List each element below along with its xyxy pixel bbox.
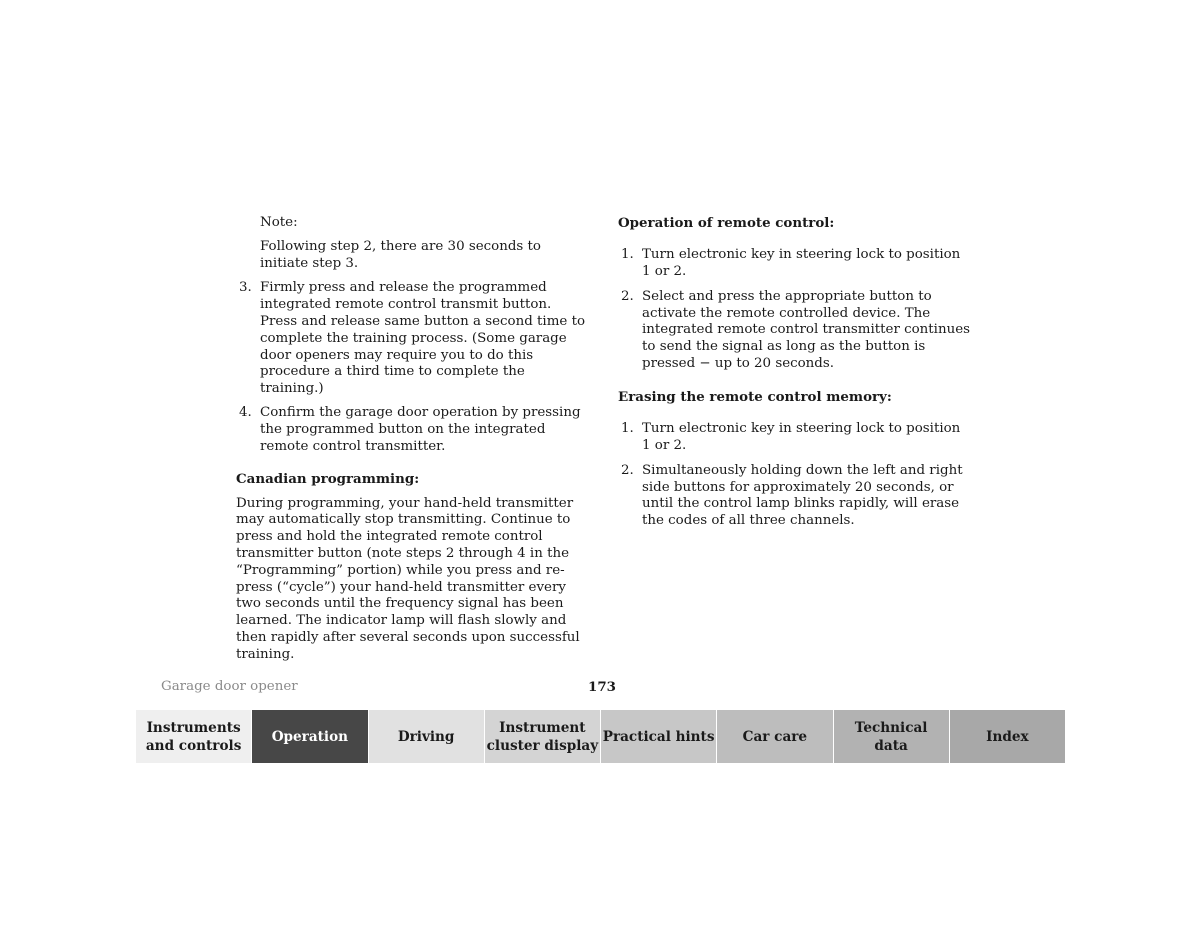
chapter-tab-bar	[136, 710, 1065, 763]
tab-operation[interactable]: Operation	[252, 710, 368, 763]
step-number: 4.	[239, 405, 252, 421]
step-number: 1.	[621, 247, 634, 263]
tab-instrument-cluster-display[interactable]: Instrument cluster display	[485, 710, 601, 763]
list-item	[236, 280, 588, 398]
step-number: 1.	[621, 421, 634, 437]
tab-practical-hints[interactable]: Practical hints	[601, 710, 717, 763]
tab-index[interactable]: Index	[950, 710, 1065, 763]
step-number: 2.	[621, 288, 634, 304]
left-column	[236, 215, 588, 671]
list-item	[618, 463, 970, 530]
step-text: Confirm the garage door operation by pressing the programmed button on the integrated remote control transmitter.	[260, 405, 581, 455]
list-item	[618, 247, 970, 281]
note-text: Following step 2, there are 30 seconds to initiate step 3.	[260, 239, 541, 272]
list-item	[618, 289, 970, 373]
step-text: Simultaneously holding down the left and right side buttons for approximately 20 seconds, or until the control lamp blinks rapidly, will erase the codes of all three channels.	[642, 462, 963, 529]
step-text: Turn electronic key in steering lock to position 1 or 2.	[642, 421, 961, 453]
tab-car-care[interactable]: Car care	[717, 710, 833, 763]
step-number: 3.	[239, 280, 252, 296]
tab-driving[interactable]: Driving	[369, 710, 485, 763]
canadian-programming-heading: Canadian programming:	[236, 471, 420, 488]
erasing-heading: Erasing the remote control memory:	[618, 388, 892, 405]
canadian-programming-text: During programming, your hand-held transmitter may automatically stop transmitting. Continue to press and hold the integrated remote control transmitter button (note steps 2 through 4 in the “Programming” portion) while you press and re-press (“cycle”) your hand-held transmitter every two seconds until the frequency signal has been learned. The indicator lamp will flash slowly and then rapidly after several seconds upon successful training.	[236, 495, 580, 662]
tab-instruments-and-controls[interactable]: Instruments and controls	[136, 710, 252, 763]
step-text: Firmly press and release the programmed integrated remote control transmit button. Press and release same button a second time to complete the training process. (Some garage door openers may require you to do this procedure a third time to complete the training.)	[260, 280, 586, 397]
step-text: Turn electronic key in steering lock to position 1 or 2.	[642, 247, 961, 280]
right-column	[618, 215, 970, 538]
list-item	[618, 421, 970, 455]
operation-heading: Operation of remote control:	[618, 215, 835, 231]
note-label: Note:	[260, 215, 298, 230]
tab-technical-data[interactable]: Technical data	[834, 710, 950, 763]
list-item	[236, 405, 588, 455]
step-number: 2.	[621, 462, 634, 478]
step-text: Select and press the appropriate button to activate the remote controlled device. The integrated remote control transmitter continues to send the signal as long as the button is pressed − up to 20 seconds.	[642, 288, 970, 372]
section-title: Garage door opener	[161, 679, 298, 694]
page-number: 173	[588, 679, 616, 695]
